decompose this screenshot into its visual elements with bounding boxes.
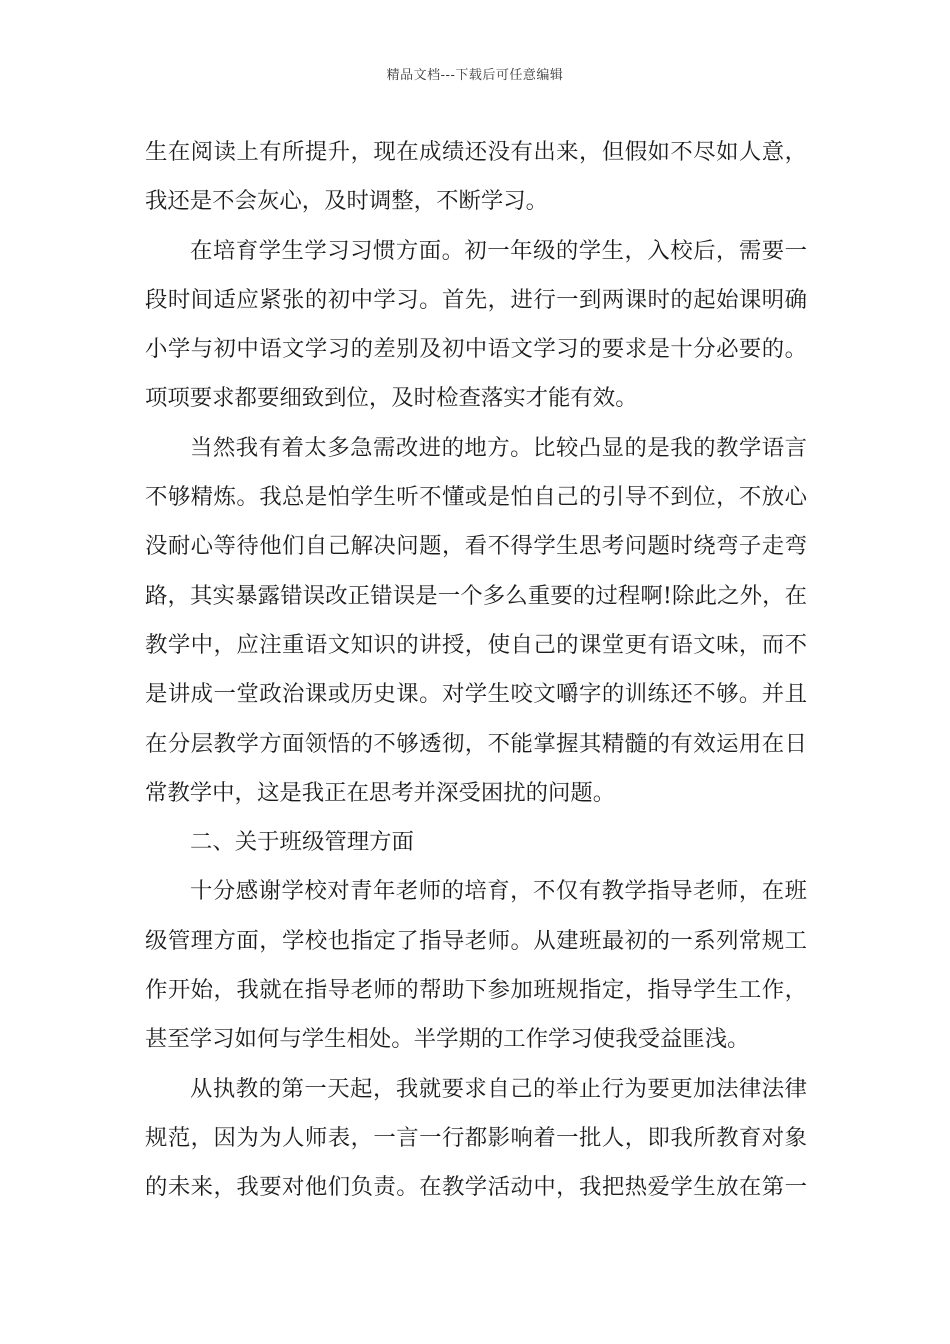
text-line: 十分感谢学校对青年老师的培育，不仅有教学指导老师，在班 xyxy=(190,878,807,905)
text-line: 甚至学习如何与学生相处。半学期的工作学习使我受益匪浅。 xyxy=(145,1026,750,1053)
text-line: 教学中，应注重语文知识的讲授，使自己的课堂更有语文味，而不 xyxy=(145,631,807,658)
text-line: 我还是不会灰心，及时调整，不断学习。 xyxy=(145,188,549,215)
text-line: 当然我有着太多急需改进的地方。比较凸显的是我的教学语言 xyxy=(190,434,807,461)
text-line: 小学与初中语文学习的差别及初中语文学习的要求是十分必要的。 xyxy=(145,336,807,363)
text-line: 规范，因为为人师表，一言一行都影响着一批人，即我所教育对象 xyxy=(145,1124,807,1151)
text-line: 在培育学生学习习惯方面。初一年级的学生，入校后，需要一 xyxy=(190,237,807,264)
text-line: 从执教的第一天起，我就要求自己的举止行为要更加法律法律 xyxy=(190,1075,807,1102)
section-heading: 二、关于班级管理方面 xyxy=(190,829,414,856)
text-line: 是讲成一堂政治课或历史课。对学生咬文嚼字的训练还不够。并且 xyxy=(145,681,807,708)
text-line: 路，其实暴露错误改正错误是一个多么重要的过程啊!除此之外，在 xyxy=(145,582,807,609)
document-body xyxy=(145,128,807,1213)
text-line: 项项要求都要细致到位，及时检查落实才能有效。 xyxy=(145,385,638,412)
text-line: 作开始，我就在指导老师的帮助下参加班规指定，指导学生工作， xyxy=(145,977,807,1004)
text-line: 生在阅读上有所提升，现在成绩还没有出来，但假如不尽如人意， xyxy=(145,139,807,165)
text-line: 在分层教学方面领悟的不够透彻，不能掌握其精髓的有效运用在日 xyxy=(145,730,807,757)
text-line: 没耐心等待他们自己解决问题，看不得学生思考问题时绕弯子走弯 xyxy=(145,533,807,560)
text-line: 不够精炼。我总是怕学生听不懂或是怕自己的引导不到位，不放心 xyxy=(145,484,807,511)
text-line: 级管理方面，学校也指定了指导老师。从建班最初的一系列常规工 xyxy=(145,927,807,954)
text-line: 段时间适应紧张的初中学习。首先，进行一到两课时的起始课明确 xyxy=(145,286,807,313)
page-header: 精品文档---下载后可任意编辑 xyxy=(386,68,564,83)
text-line: 的未来，我要对他们负责。在教学活动中，我把热爱学生放在第一 xyxy=(145,1174,807,1201)
text-line: 常教学中，这是我正在思考并深受困扰的问题。 xyxy=(145,779,616,806)
